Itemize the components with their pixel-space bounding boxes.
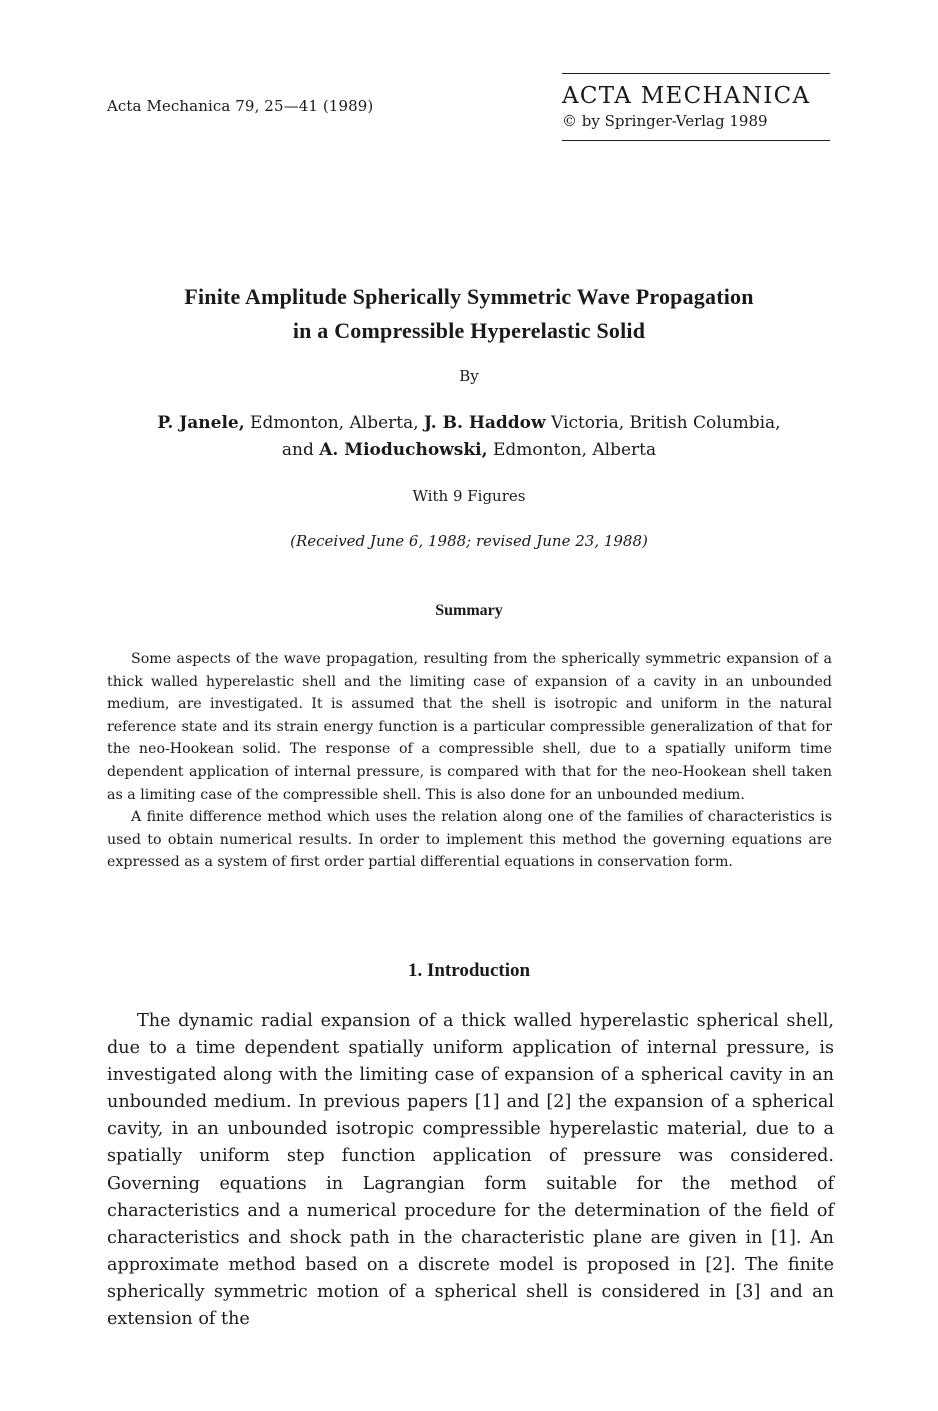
masthead-top-rule: [562, 73, 830, 74]
author-2-affiliation: Victoria, British Columbia,: [545, 413, 781, 433]
summary-paragraph-2: A finite difference method which uses the relation along one of the families of characteristics is used to obtain numerical results. In order to implement this method the governing equations are expressed as a system of first order partial differential equations in conservation form.: [107, 809, 832, 871]
author-1-affiliation: Edmonton, Alberta,: [244, 413, 425, 433]
title-line-1: Finite Amplitude Spherically Symmetric Wave Propagation: [184, 284, 754, 309]
masthead-bottom-rule: [562, 140, 830, 141]
masthead-copyright: © by Springer-Verlag 1989: [562, 112, 768, 130]
introduction-body: [107, 1008, 834, 1333]
author-1-name: P. Janele,: [157, 413, 245, 433]
introduction-paragraph-1: The dynamic radial expansion of a thick walled hyperelastic spherical shell, due to a time dependent spatially uniform application of internal pressure, is investigated along with the limiting case of expansion of a spherical cavity in an unbounded medium. In previous papers [1] and [2] the expansion of a spherical cavity, in an unbounded isotropic compressible hyperelastic material, due to a spatially uniform step function application of pressure was considered. Governing equations in Lagrangian form suitable for the method of characteristics and a numerical procedure for the determination of the field of characteristics and shock path in the characteristic plane are given in [1]. An approximate method based on a discrete model is proposed in [2]. The finite spherically symmetric motion of a spherical shell is considered in [3] and an extension of the: [107, 1011, 834, 1330]
paper-title: [120, 280, 818, 348]
journal-citation: Acta Mechanica 79, 25—41 (1989): [107, 97, 374, 115]
summary-paragraph-1: Some aspects of the wave propagation, resulting from the spherically symmetric expansion of a thick walled hyperelastic shell and the limiting case of expansion of a cavity in an unbounded medium, are investigated. It is assumed that the shell is isotropic and uniform in the natural reference state and its strain energy function is a particular compressible generalization of that for the neo-Hookean solid. The response of a compressible shell, due to a spatially uniform time dependent application of internal pressure, is compared with that for the neo-Hookean shell taken as a limiting case of the compressible shell. This is also done for an unbounded medium.: [107, 651, 832, 803]
journal-masthead: [562, 73, 830, 141]
author-list: [120, 410, 818, 464]
summary-heading: Summary: [435, 602, 503, 619]
title-line-2: in a Compressible Hyperelastic Solid: [292, 318, 646, 343]
author-conjunction: and: [281, 440, 320, 460]
masthead-title: ACTA MECHANICA: [562, 83, 811, 109]
author-2-name: J. B. Haddow: [424, 413, 546, 433]
introduction-heading: 1. Introduction: [407, 960, 531, 981]
received-note: (Received June 6, 1988; revised June 23, 1988): [290, 532, 648, 550]
figures-note: With 9 Figures: [412, 487, 526, 505]
author-3-affiliation: Edmonton, Alberta: [487, 440, 657, 460]
summary-body: [107, 648, 832, 874]
author-3-name: A. Mioduchowski,: [319, 440, 488, 460]
by-label: By: [459, 367, 479, 385]
